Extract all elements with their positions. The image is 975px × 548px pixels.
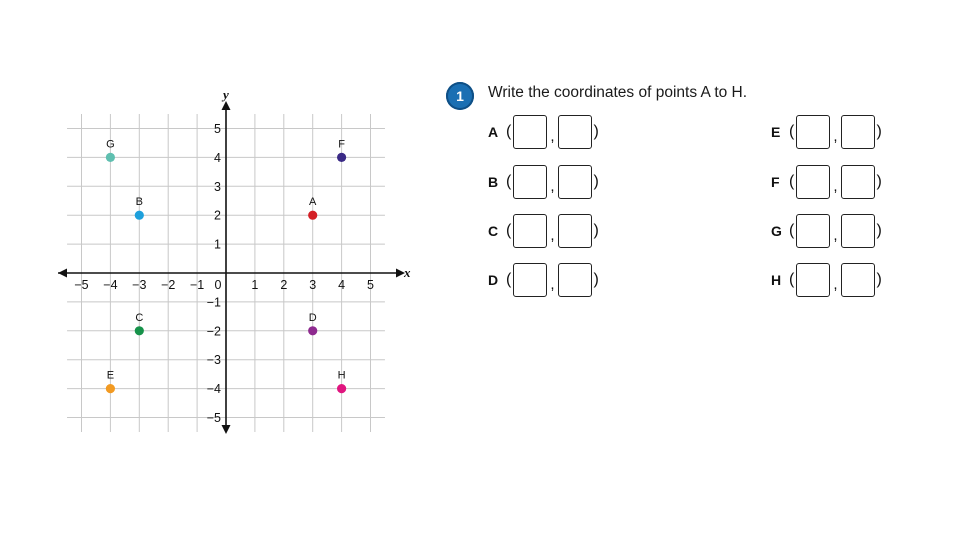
point-d-label: D [308,311,317,324]
close-paren: ) [876,173,882,190]
y-tick-label: −2 [206,324,221,339]
y-tick-label: −1 [206,295,221,310]
answer-row-g [771,213,884,249]
point-f-label: F [338,138,345,151]
close-paren: ) [593,271,599,288]
answer-row-a [488,114,601,150]
point-d-marker [308,326,317,335]
comma: , [550,127,555,145]
point-a-marker [308,211,317,220]
x-tick-label: −4 [103,278,118,292]
y-tick-label: 2 [214,208,221,223]
exercise-instruction: Write the coordinates of points A to H. [488,84,748,101]
point-label: D [488,272,499,288]
y-tick-label: −5 [206,411,221,425]
point-h-marker [337,384,346,393]
y-axis-arrow-down [222,425,231,434]
point-c-marker [135,326,144,335]
x-tick-label: 2 [280,278,288,292]
point-label: B [488,174,499,190]
point-b-label: B [135,196,143,209]
point-label: E [771,124,781,140]
x-tick-label: 4 [338,278,346,292]
exercise-panel [446,80,946,310]
comma: , [833,226,838,244]
x-coordinate-box[interactable] [796,214,830,248]
close-paren: ) [876,271,882,288]
x-coordinate-box[interactable] [796,263,830,297]
point-b-marker [135,211,144,220]
point-g-marker [106,153,115,162]
point-label: F [771,174,780,190]
x-coordinate-box[interactable] [513,263,547,297]
x-tick-label: −2 [161,278,176,292]
x-tick-label: −1 [189,278,205,292]
comma: , [833,127,838,145]
y-coordinate-box[interactable] [558,165,592,199]
x-coordinate-box[interactable] [513,165,547,199]
answer-row-e [771,114,884,150]
answer-row-h [771,262,884,298]
x-tick-label: −5 [74,278,89,292]
x-coordinate-box[interactable] [796,115,830,149]
point-label: G [771,223,782,239]
x-axis-label: x [404,265,411,280]
open-paren: ( [506,123,512,140]
y-tick-label: 3 [214,179,221,194]
y-coordinate-box[interactable] [558,214,592,248]
point-f-marker [337,153,346,162]
open-paren: ( [506,222,512,239]
x-coordinate-box[interactable] [796,165,830,199]
open-paren: ( [506,173,512,190]
comma: , [550,177,555,195]
y-coordinate-box[interactable] [841,115,875,149]
open-paren: ( [789,123,795,140]
x-axis-arrow-left [58,269,67,278]
close-paren: ) [593,123,599,140]
y-coordinate-box[interactable] [841,263,875,297]
exercise-number-badge: 1 [446,82,474,110]
comma: , [550,275,555,293]
y-axis-label: y [223,87,229,102]
point-label: A [488,124,499,140]
y-tick-label: −3 [206,353,221,368]
comma: , [833,275,838,293]
x-tick-label: −3 [132,278,147,292]
close-paren: ) [876,222,882,239]
y-tick-label: 4 [214,150,221,165]
close-paren: ) [593,222,599,239]
point-e-marker [106,384,115,393]
comma: , [833,177,838,195]
point-g-label: G [106,138,115,151]
point-c-label: C [135,311,144,324]
y-coordinate-box[interactable] [841,214,875,248]
y-tick-label: 1 [214,237,221,252]
y-coordinate-box[interactable] [841,165,875,199]
open-paren: ( [789,222,795,239]
y-coordinate-box[interactable] [558,263,592,297]
point-h-label: H [337,369,346,382]
point-label: C [488,223,499,239]
x-coordinate-box[interactable] [513,115,547,149]
answer-row-c [488,213,601,249]
y-coordinate-box[interactable] [558,115,592,149]
x-tick-label: 5 [367,278,374,292]
x-coordinate-box[interactable] [513,214,547,248]
close-paren: ) [876,123,882,140]
point-e-label: E [106,369,115,382]
close-paren: ) [593,173,599,190]
open-paren: ( [506,271,512,288]
comma: , [550,226,555,244]
y-tick-label: 5 [214,122,221,136]
answer-row-f [771,164,884,200]
y-tick-label: −4 [206,382,221,397]
x-tick-label: 3 [309,278,317,292]
x-tick-label: 0 [214,278,222,292]
answer-row-d [488,262,601,298]
open-paren: ( [789,173,795,190]
answer-row-b [488,164,601,200]
open-paren: ( [789,271,795,288]
y-axis-arrow-up [222,101,231,110]
point-a-label: A [309,196,317,209]
x-tick-label: 1 [251,278,259,292]
point-label: H [771,272,782,288]
